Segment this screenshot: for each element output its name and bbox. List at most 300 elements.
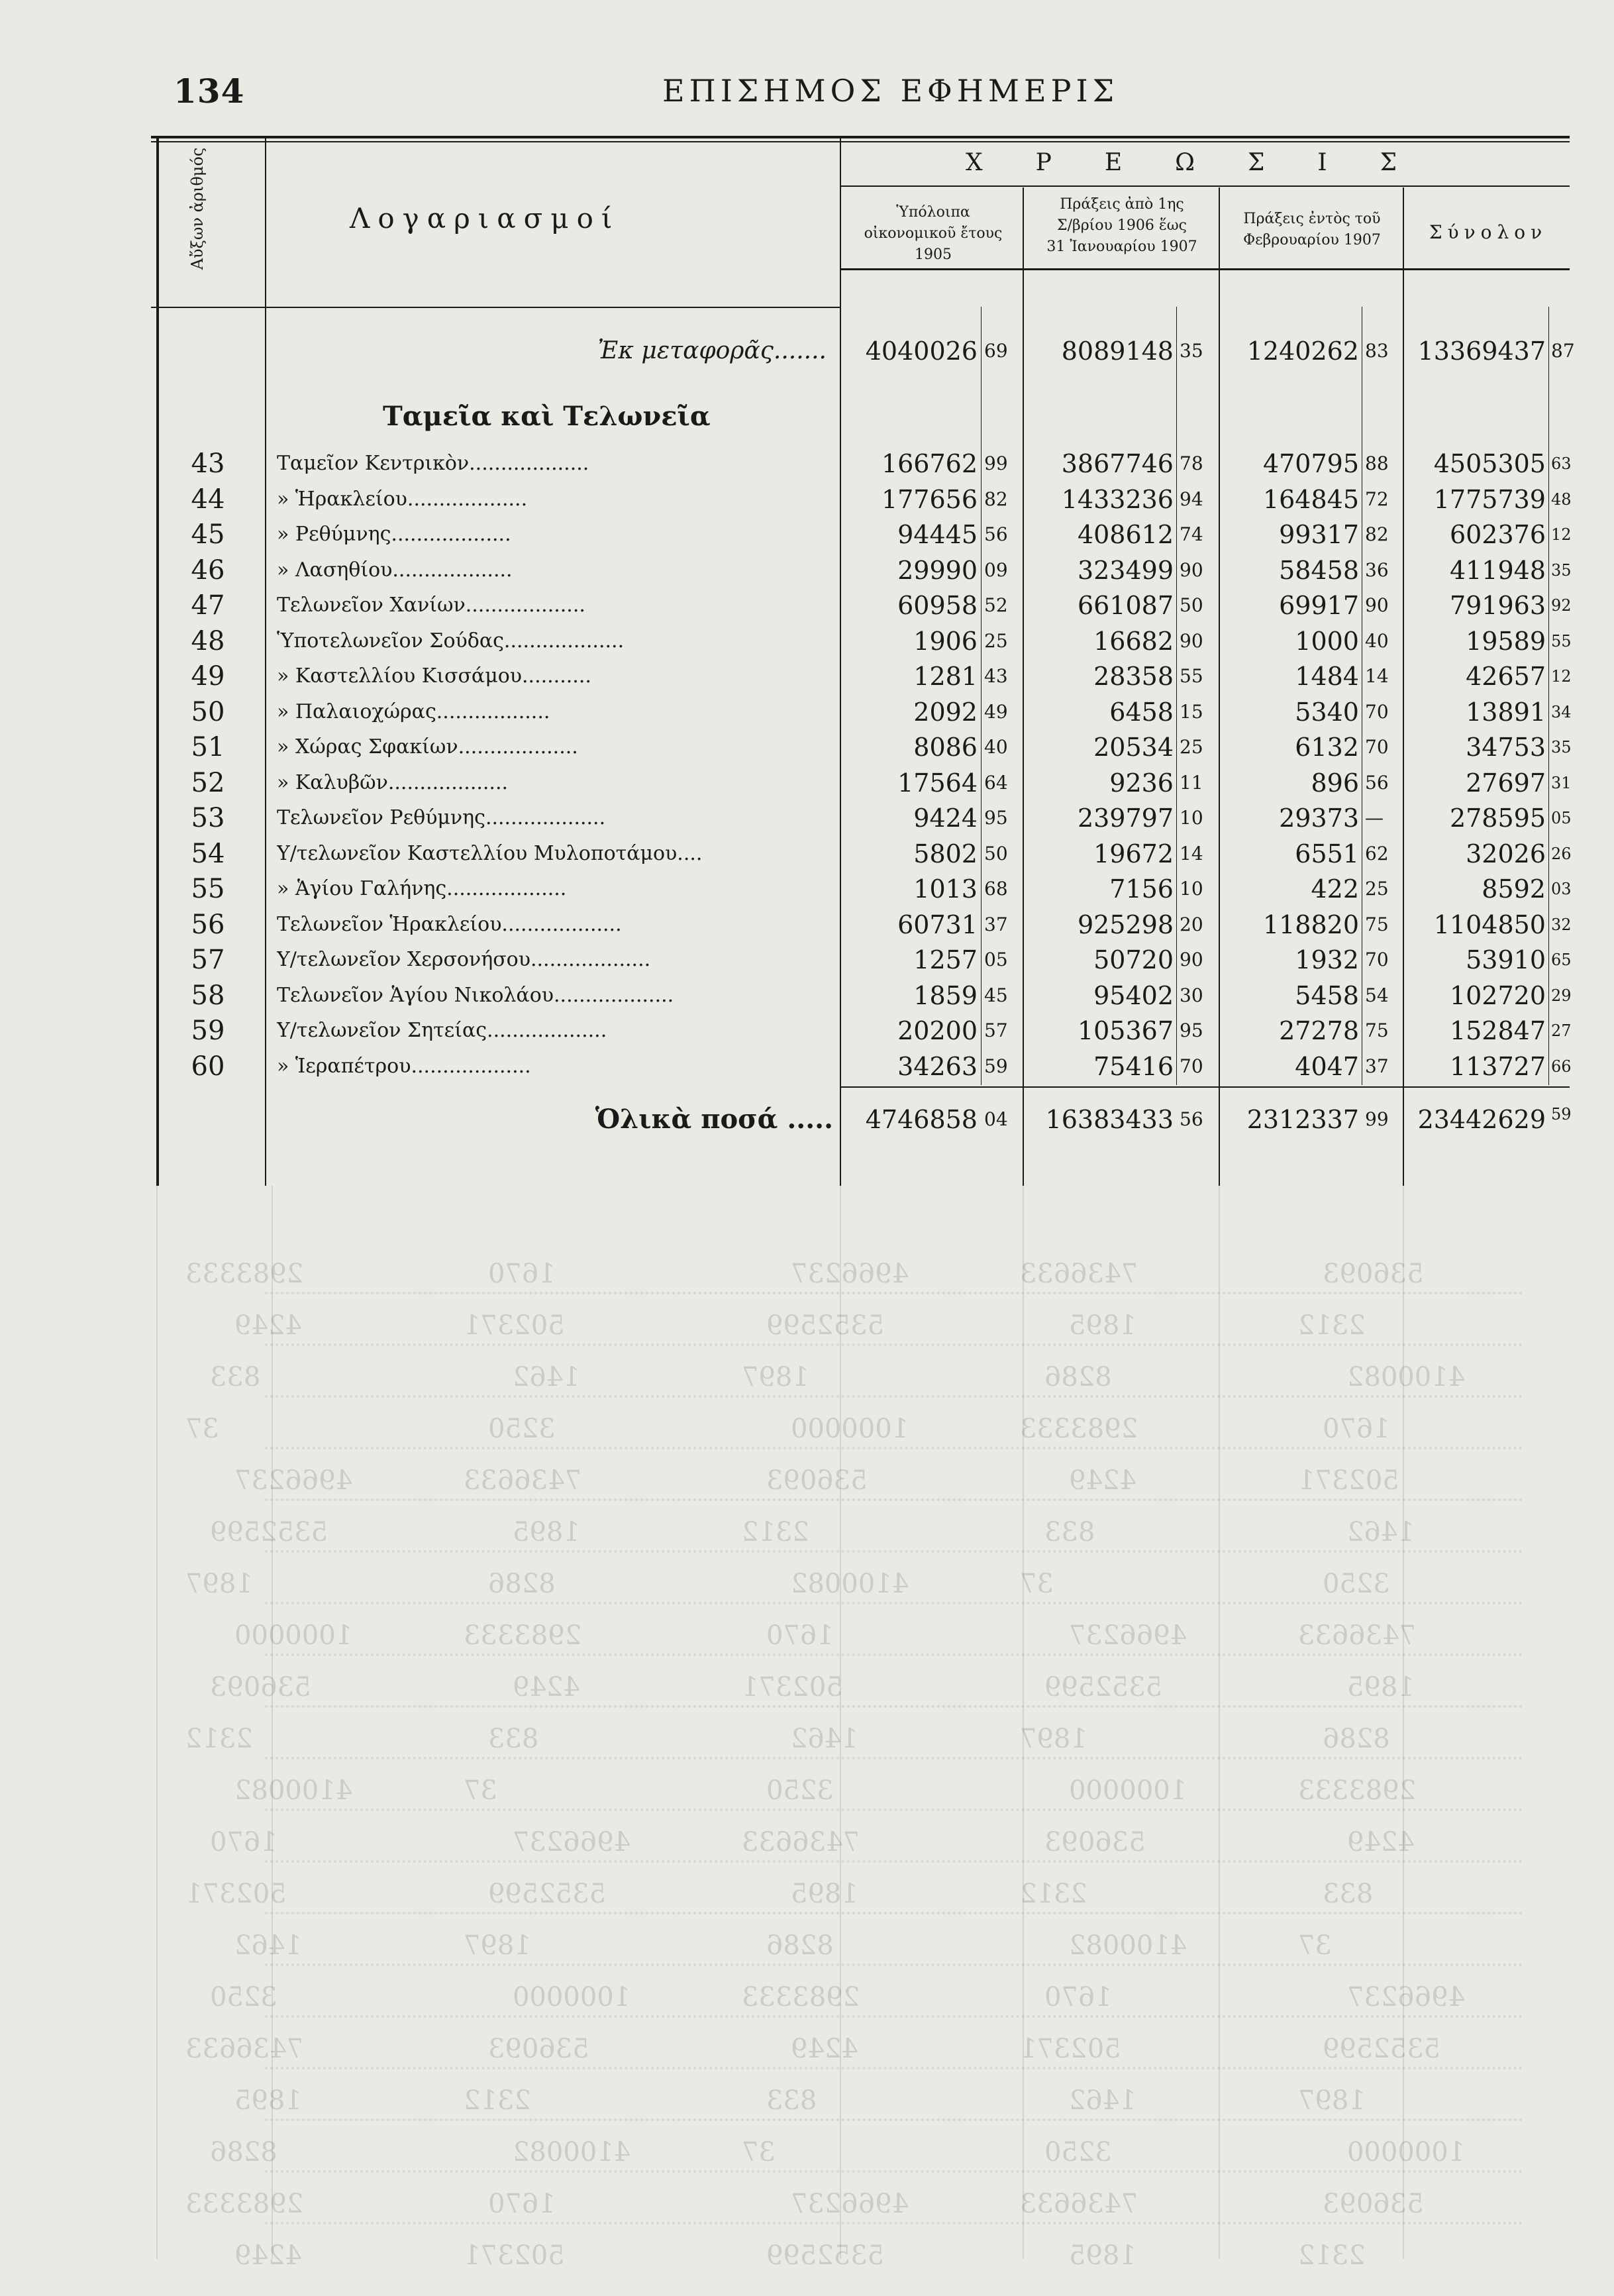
show-through-mark: 37 bbox=[464, 1775, 497, 1806]
table-row bbox=[151, 766, 1570, 800]
show-through-leader bbox=[265, 1550, 1523, 1553]
col2-int: 239797 bbox=[1077, 804, 1174, 833]
row-number: 43 bbox=[191, 448, 225, 479]
show-through-mark: 2983333 bbox=[185, 1259, 304, 1289]
show-through-mark: 4100082 bbox=[791, 1569, 909, 1599]
show-through-mark: 1670 bbox=[1323, 1414, 1390, 1444]
show-through-mark: 7436633 bbox=[464, 1465, 582, 1496]
col1-cents: 52 bbox=[984, 594, 1008, 616]
header-col3-line2: Φεβρουαρίου 1907 bbox=[1243, 232, 1381, 248]
show-through-mark: 1895 bbox=[1069, 1310, 1136, 1341]
show-through-mark: 1897 bbox=[1020, 1724, 1087, 1754]
show-through-mark: 2312 bbox=[464, 2085, 531, 2116]
col1-int: 94445 bbox=[897, 520, 978, 549]
col4-int: 8592 bbox=[1482, 874, 1546, 904]
col4-cents: 12 bbox=[1551, 667, 1572, 686]
show-through-mark: 1000000 bbox=[1069, 1775, 1187, 1806]
account-name: » Καλυβῶν................... bbox=[277, 770, 509, 794]
col4-cents: 35 bbox=[1551, 738, 1572, 757]
col1-cents: 09 bbox=[984, 558, 1008, 581]
row-number: 52 bbox=[191, 767, 225, 798]
show-through-mark: 1895 bbox=[791, 1879, 858, 1909]
col4-cents: 32 bbox=[1551, 915, 1572, 934]
col2-cents: 25 bbox=[1180, 736, 1203, 758]
table-row bbox=[151, 731, 1570, 764]
col1-cents: 50 bbox=[984, 842, 1008, 864]
show-through-leader bbox=[265, 1757, 1523, 1759]
col4-cents: 03 bbox=[1551, 880, 1572, 898]
col3-int: 6132 bbox=[1295, 733, 1359, 762]
col3-cents: 88 bbox=[1365, 452, 1389, 474]
account-name: » Ρεθύμνης................... bbox=[277, 523, 511, 546]
col3-int: 5458 bbox=[1295, 980, 1359, 1010]
section-title: Ταμεῖα καὶ Τελωνεῖα bbox=[383, 401, 711, 432]
col3-int: 29373 bbox=[1279, 804, 1359, 833]
carried-c4-cents: 87 bbox=[1551, 340, 1575, 362]
show-through-mark: 37 bbox=[742, 2137, 776, 2167]
show-through-rule bbox=[1219, 1186, 1220, 2259]
header-col1-line3: 1905 bbox=[915, 246, 952, 263]
col3-cents: 25 bbox=[1365, 878, 1389, 900]
col1-int: 166762 bbox=[881, 449, 978, 478]
col4-int: 152847 bbox=[1449, 1016, 1546, 1045]
col1-int: 9424 bbox=[913, 804, 978, 833]
col1-cents: 45 bbox=[984, 984, 1008, 1006]
show-through-leader bbox=[265, 1447, 1523, 1449]
col4-cents: 48 bbox=[1551, 490, 1572, 509]
show-through-mark: 2983333 bbox=[464, 1620, 582, 1651]
table-row bbox=[151, 943, 1570, 976]
col3-cents: 90 bbox=[1365, 594, 1389, 616]
col1-cents: 40 bbox=[984, 736, 1008, 758]
show-through-mark: 833 bbox=[1044, 1517, 1095, 1547]
header-col3-line1: Πράξεις ἐντὸς τοῦ bbox=[1243, 211, 1381, 227]
col4-cents: 35 bbox=[1551, 560, 1572, 580]
col1-int: 29990 bbox=[897, 555, 978, 585]
row-number: 56 bbox=[191, 909, 225, 940]
col3-int: 118820 bbox=[1262, 910, 1359, 939]
col1-cents: 64 bbox=[984, 771, 1008, 794]
col2-int: 28358 bbox=[1093, 662, 1174, 691]
show-through-mark: 502371 bbox=[464, 2240, 565, 2271]
show-through-mark: 1670 bbox=[210, 1827, 277, 1857]
show-through-mark: 502371 bbox=[464, 1310, 565, 1341]
show-through-mark: 7436633 bbox=[185, 2034, 304, 2064]
show-through-mark: 2312 bbox=[1298, 1310, 1366, 1341]
header-col1-line1: Ὑπόλοιπα bbox=[896, 204, 970, 221]
col1-int: 60958 bbox=[897, 591, 978, 620]
carried-c1-cents: 69 bbox=[984, 340, 1008, 362]
show-through-mark: 4100082 bbox=[513, 2137, 631, 2167]
table-row bbox=[151, 589, 1570, 622]
header-col2 bbox=[1027, 194, 1217, 258]
show-through-mark: 3250 bbox=[1323, 1569, 1390, 1599]
col4-int: 19589 bbox=[1466, 626, 1546, 656]
row-number: 45 bbox=[191, 519, 225, 550]
show-through-leader bbox=[265, 2118, 1523, 2121]
col3-int: 6551 bbox=[1295, 839, 1359, 868]
header-col2-line2: Σ/βρίου 1906 ἕως bbox=[1057, 217, 1187, 234]
table-row bbox=[151, 979, 1570, 1012]
col2-cents: 50 bbox=[1180, 594, 1203, 616]
totals-c2-cents: 56 bbox=[1180, 1108, 1203, 1130]
show-through-rule bbox=[1023, 1186, 1024, 2259]
show-through-mark: 4249 bbox=[1347, 1827, 1415, 1857]
col2-int: 6458 bbox=[1109, 697, 1174, 727]
col2-int: 19672 bbox=[1093, 839, 1174, 868]
totals-c2-int: 16383433 bbox=[1045, 1105, 1174, 1134]
show-through-rule bbox=[840, 1186, 841, 2259]
col2-cents: 15 bbox=[1180, 700, 1203, 723]
col2-int: 75416 bbox=[1093, 1051, 1174, 1081]
table-row bbox=[151, 908, 1570, 941]
account-name: Τελωνεῖον Χανίων................... bbox=[277, 594, 585, 617]
show-through-mark: 1462 bbox=[513, 1362, 580, 1392]
show-through-mark: 1897 bbox=[1298, 2085, 1366, 2116]
account-name: Υ/τελωνεῖον Χερσονήσου................... bbox=[277, 948, 651, 971]
col3-int: 58458 bbox=[1279, 555, 1359, 585]
show-through-mark: 4249 bbox=[513, 1672, 580, 1702]
show-through-mark: 1670 bbox=[488, 1259, 556, 1289]
col2-cents: 30 bbox=[1180, 984, 1203, 1006]
row-number: 50 bbox=[191, 696, 225, 727]
col3-int: 4047 bbox=[1295, 1051, 1359, 1081]
show-through-mark: 536093 bbox=[210, 1672, 311, 1702]
col2-cents: 95 bbox=[1180, 1019, 1203, 1041]
show-through-mark: 5352599 bbox=[1323, 2034, 1441, 2064]
col3-int: 99317 bbox=[1279, 520, 1359, 549]
col2-int: 50720 bbox=[1093, 945, 1174, 974]
account-name: » Καστελλίου Κισσάμου........... bbox=[277, 664, 591, 688]
show-through-mark: 833 bbox=[766, 2085, 817, 2116]
show-through-mark: 2312 bbox=[1298, 2240, 1366, 2271]
show-through-mark: 3250 bbox=[210, 1982, 277, 2012]
col3-cents: — bbox=[1365, 807, 1384, 829]
show-through-mark: 8286 bbox=[210, 2137, 277, 2167]
account-name: Ὑποτελωνεῖον Σούδας................... bbox=[277, 629, 625, 652]
col4-cents: 55 bbox=[1551, 631, 1572, 651]
show-through-mark: 4100082 bbox=[1347, 1362, 1466, 1392]
show-through-mark: 536093 bbox=[1044, 1827, 1146, 1857]
show-through-rule bbox=[1403, 1186, 1404, 2259]
row-number: 53 bbox=[191, 803, 225, 833]
show-through-mark: 4966237 bbox=[234, 1465, 353, 1496]
row-number: 59 bbox=[191, 1016, 225, 1046]
col1-int: 1859 bbox=[913, 980, 978, 1010]
col2-cents: 94 bbox=[1180, 488, 1203, 510]
col3-int: 1484 bbox=[1295, 662, 1359, 691]
col2-int: 95402 bbox=[1093, 980, 1174, 1010]
col3-cents: 70 bbox=[1365, 949, 1389, 970]
col1-int: 1257 bbox=[913, 945, 978, 974]
row-number: 55 bbox=[191, 874, 225, 904]
col1-int: 60731 bbox=[897, 910, 978, 939]
col1-int: 1281 bbox=[913, 662, 978, 691]
col4-int: 34753 bbox=[1466, 733, 1546, 762]
col4-int: 13891 bbox=[1466, 697, 1546, 727]
show-through-mark: 3250 bbox=[488, 1414, 556, 1444]
row-number: 49 bbox=[191, 661, 225, 692]
show-through-mark: 7436633 bbox=[742, 1827, 860, 1857]
show-through-mark: 4966237 bbox=[1069, 1620, 1187, 1651]
header-col2-line3: 31 Ἰανουαρίου 1907 bbox=[1046, 238, 1197, 255]
col4-int: 278595 bbox=[1449, 804, 1546, 833]
show-through-mark: 1897 bbox=[742, 1362, 809, 1392]
account-name: » Ἱεραπέτρου................... bbox=[277, 1054, 531, 1078]
table-row bbox=[151, 802, 1570, 835]
col4-int: 27697 bbox=[1466, 768, 1546, 798]
col2-int: 3867746 bbox=[1061, 449, 1174, 478]
table-row bbox=[151, 554, 1570, 587]
show-through-mark: 2983333 bbox=[742, 1982, 860, 2012]
totals-c1-cents: 04 bbox=[984, 1108, 1008, 1130]
table-row bbox=[151, 696, 1570, 729]
col2-cents: 10 bbox=[1180, 878, 1203, 900]
show-through-mark: 4249 bbox=[234, 2240, 302, 2271]
col3-int: 27278 bbox=[1279, 1016, 1359, 1045]
show-through-leader bbox=[265, 2170, 1523, 2173]
show-through-mark: 2312 bbox=[1020, 1879, 1087, 1909]
col4-cents: 63 bbox=[1551, 454, 1572, 473]
col2-int: 20534 bbox=[1093, 733, 1174, 762]
account-name: » Λασηθίου................... bbox=[277, 558, 513, 582]
col1-cents: 49 bbox=[984, 700, 1008, 723]
col3-cents: 70 bbox=[1365, 736, 1389, 758]
table-row bbox=[151, 872, 1570, 906]
col4-cents: 12 bbox=[1551, 525, 1572, 544]
show-through-mark: 1895 bbox=[1069, 2240, 1136, 2271]
show-through-mark: 2312 bbox=[742, 1517, 809, 1547]
account-name: » Παλαιοχώρας.................. bbox=[277, 700, 550, 723]
col1-int: 20200 bbox=[897, 1016, 978, 1045]
header-col1-line2: οἰκονομικοῦ ἔτους bbox=[864, 225, 1003, 242]
show-through-mark: 536093 bbox=[766, 1465, 868, 1496]
account-name: » Ἡρακλείου................... bbox=[277, 487, 528, 511]
col4-cents: 05 bbox=[1551, 809, 1572, 827]
show-through-mark: 502371 bbox=[1020, 2034, 1121, 2064]
col1-int: 5802 bbox=[913, 839, 978, 868]
totals-c3-int: 2312337 bbox=[1246, 1105, 1359, 1134]
show-through-mark: 1895 bbox=[513, 1517, 580, 1547]
row-number: 44 bbox=[191, 484, 225, 515]
table-row bbox=[151, 1050, 1570, 1083]
header-accounts: Λογαριασμοί bbox=[350, 202, 621, 235]
show-through-mark: 5352599 bbox=[488, 1879, 607, 1909]
show-through-mark: 8286 bbox=[766, 1930, 834, 1961]
carried-c3-int: 1240262 bbox=[1246, 337, 1359, 366]
running-title: ΕΠΙΣΗΜΟΣ ΕΦΗΜΕΡΙΣ bbox=[662, 73, 1119, 109]
col2-int: 925298 bbox=[1077, 910, 1174, 939]
show-through-mark: 7436633 bbox=[1020, 1259, 1138, 1289]
show-through-mark: 4966237 bbox=[791, 1259, 909, 1289]
show-through-leader bbox=[265, 1653, 1523, 1656]
carried-forward-label: Ἐκ μεταφορᾶς....... bbox=[597, 337, 827, 364]
col2-cents: 55 bbox=[1180, 665, 1203, 687]
show-through-mark: 536093 bbox=[1323, 2189, 1424, 2219]
col2-int: 323499 bbox=[1077, 555, 1174, 585]
show-through-mark: 833 bbox=[488, 1724, 539, 1754]
col4-int: 4505305 bbox=[1433, 449, 1546, 478]
col3-int: 422 bbox=[1311, 874, 1359, 904]
col2-int: 1433236 bbox=[1061, 484, 1174, 514]
show-through-mark: 833 bbox=[1323, 1879, 1374, 1909]
show-through-mark: 1462 bbox=[234, 1930, 302, 1961]
col3-int: 5340 bbox=[1295, 697, 1359, 727]
col4-cents: 29 bbox=[1551, 986, 1572, 1005]
table-row bbox=[151, 660, 1570, 693]
show-through-leader bbox=[265, 1912, 1523, 1914]
col4-cents: 65 bbox=[1551, 951, 1572, 969]
show-through-mark: 2983333 bbox=[185, 2189, 304, 2219]
col3-cents: 14 bbox=[1365, 665, 1389, 687]
table-row bbox=[151, 447, 1570, 480]
show-through-mark: 37 bbox=[1020, 1569, 1054, 1599]
show-through-mark: 5352599 bbox=[1044, 1672, 1163, 1702]
col1-int: 8086 bbox=[913, 733, 978, 762]
show-through-mark: 37 bbox=[1298, 1930, 1332, 1961]
totals-c4-int: 23442629 bbox=[1417, 1105, 1546, 1134]
show-through-mark: 5352599 bbox=[210, 1517, 328, 1547]
carried-c1-int: 4040026 bbox=[865, 337, 978, 366]
show-through-leader bbox=[265, 2067, 1523, 2069]
table-row bbox=[151, 483, 1570, 516]
show-through-mark: 4100082 bbox=[234, 1775, 353, 1806]
header-group: ΧΡΕΩΣΙΣ bbox=[966, 149, 1450, 176]
col4-cents: 66 bbox=[1551, 1057, 1572, 1076]
show-through-mark: 1462 bbox=[791, 1724, 858, 1754]
col1-cents: 57 bbox=[984, 1019, 1008, 1041]
show-through-mark: 536093 bbox=[488, 2034, 589, 2064]
account-name: Τελωνεῖον Ἁγίου Νικολάου................... bbox=[277, 983, 674, 1007]
col3-cents: 72 bbox=[1365, 488, 1389, 510]
row-number: 46 bbox=[191, 554, 225, 586]
col4-cents: 92 bbox=[1551, 596, 1572, 615]
show-through-mark: 502371 bbox=[742, 1672, 843, 1702]
col2-cents: 14 bbox=[1180, 842, 1203, 864]
col3-int: 69917 bbox=[1279, 591, 1359, 620]
col4-int: 1775739 bbox=[1433, 484, 1546, 514]
col2-int: 661087 bbox=[1077, 591, 1174, 620]
col3-cents: 75 bbox=[1365, 913, 1389, 935]
col2-cents: 10 bbox=[1180, 807, 1203, 829]
carried-c2-int: 8089148 bbox=[1061, 337, 1174, 366]
col3-int: 896 bbox=[1311, 768, 1359, 798]
col1-cents: 59 bbox=[984, 1055, 1008, 1077]
show-through-mark: 2312 bbox=[185, 1724, 253, 1754]
col2-cents: 74 bbox=[1180, 523, 1203, 545]
account-table bbox=[151, 136, 1575, 1186]
col1-cents: 95 bbox=[984, 807, 1008, 829]
row-number: 48 bbox=[191, 625, 225, 656]
show-through-mark: 4249 bbox=[234, 1310, 302, 1341]
col1-cents: 05 bbox=[984, 949, 1008, 970]
account-name: » Χώρας Σφακίων................... bbox=[277, 735, 578, 758]
show-through-mark: 1000000 bbox=[234, 1620, 353, 1651]
col2-cents: 20 bbox=[1180, 913, 1203, 935]
show-through-leader bbox=[265, 1292, 1523, 1294]
col4-cents: 27 bbox=[1551, 1021, 1572, 1040]
row-number: 60 bbox=[191, 1051, 225, 1082]
show-through-mark: 536093 bbox=[1323, 1259, 1424, 1289]
show-through-leader bbox=[265, 1860, 1523, 1863]
show-through-leader bbox=[265, 1498, 1523, 1501]
col2-cents: 90 bbox=[1180, 629, 1203, 652]
show-through-rule bbox=[156, 1186, 158, 2259]
show-through-mark: 4966237 bbox=[791, 2189, 909, 2219]
show-through-mark: 1897 bbox=[464, 1930, 531, 1961]
col4-int: 1104850 bbox=[1433, 910, 1546, 939]
col2-int: 408612 bbox=[1077, 520, 1174, 549]
col1-cents: 68 bbox=[984, 878, 1008, 900]
show-through-leader bbox=[265, 1395, 1523, 1398]
col4-int: 113727 bbox=[1449, 1051, 1546, 1081]
show-through-mark: 7436633 bbox=[1020, 2189, 1138, 2219]
show-through-mark: 1000000 bbox=[1347, 2137, 1466, 2167]
show-through-mark: 4100082 bbox=[1069, 1930, 1187, 1961]
show-through-leader bbox=[265, 1602, 1523, 1604]
col1-int: 2092 bbox=[913, 697, 978, 727]
show-through-mark: 4249 bbox=[791, 2034, 858, 2064]
col4-cents: 31 bbox=[1551, 773, 1572, 792]
totals-c3-cents: 99 bbox=[1365, 1108, 1389, 1130]
col3-int: 164845 bbox=[1262, 484, 1359, 514]
account-name: Τελωνεῖον Ἡρακλείου................... bbox=[277, 912, 622, 936]
carried-c3-cents: 83 bbox=[1365, 340, 1389, 362]
show-through-mark: 1897 bbox=[185, 1569, 253, 1599]
show-through-mark: 1462 bbox=[1347, 1517, 1415, 1547]
header-col4: Σύνολον bbox=[1429, 221, 1548, 243]
col3-cents: 70 bbox=[1365, 700, 1389, 723]
row-number: 54 bbox=[191, 838, 225, 869]
show-through-mark: 7436633 bbox=[1298, 1620, 1417, 1651]
col1-cents: 99 bbox=[984, 452, 1008, 474]
show-through-leader bbox=[265, 2222, 1523, 2224]
table-row bbox=[151, 837, 1570, 870]
col4-int: 53910 bbox=[1466, 945, 1546, 974]
table-row bbox=[151, 1014, 1570, 1047]
show-through-mark: 1462 bbox=[1069, 2085, 1136, 2116]
header-serial bbox=[160, 149, 264, 295]
col2-int: 7156 bbox=[1109, 874, 1174, 904]
show-through-mark: 3250 bbox=[766, 1775, 834, 1806]
show-through-mark: 8286 bbox=[1044, 1362, 1112, 1392]
show-through-mark: 37 bbox=[185, 1414, 219, 1444]
show-through-leader bbox=[265, 1963, 1523, 1966]
col4-int: 602376 bbox=[1449, 520, 1546, 549]
col4-int: 42657 bbox=[1466, 662, 1546, 691]
show-through-leader bbox=[265, 2015, 1523, 2018]
col3-cents: 36 bbox=[1365, 558, 1389, 581]
show-through-mark: 2983333 bbox=[1020, 1414, 1138, 1444]
carried-c4-int: 13369437 bbox=[1417, 337, 1546, 366]
col3-cents: 75 bbox=[1365, 1019, 1389, 1041]
col1-cents: 25 bbox=[984, 629, 1008, 652]
carried-forward-row bbox=[151, 335, 1575, 368]
row-number: 57 bbox=[191, 945, 225, 975]
col4-int: 102720 bbox=[1449, 980, 1546, 1010]
col1-int: 177656 bbox=[881, 484, 978, 514]
carried-c2-cents: 35 bbox=[1180, 340, 1203, 362]
show-through-mark: 502371 bbox=[185, 1879, 287, 1909]
col1-int: 17564 bbox=[897, 768, 978, 798]
show-through-mark: 1670 bbox=[488, 2189, 556, 2219]
totals-row bbox=[151, 1103, 1570, 1136]
col2-cents: 11 bbox=[1180, 771, 1203, 794]
row-number: 51 bbox=[191, 732, 225, 762]
show-through-mark: 1670 bbox=[766, 1620, 834, 1651]
header-col1 bbox=[846, 202, 1020, 266]
account-name: Τελωνεῖον Ρεθύμνης................... bbox=[277, 806, 606, 829]
